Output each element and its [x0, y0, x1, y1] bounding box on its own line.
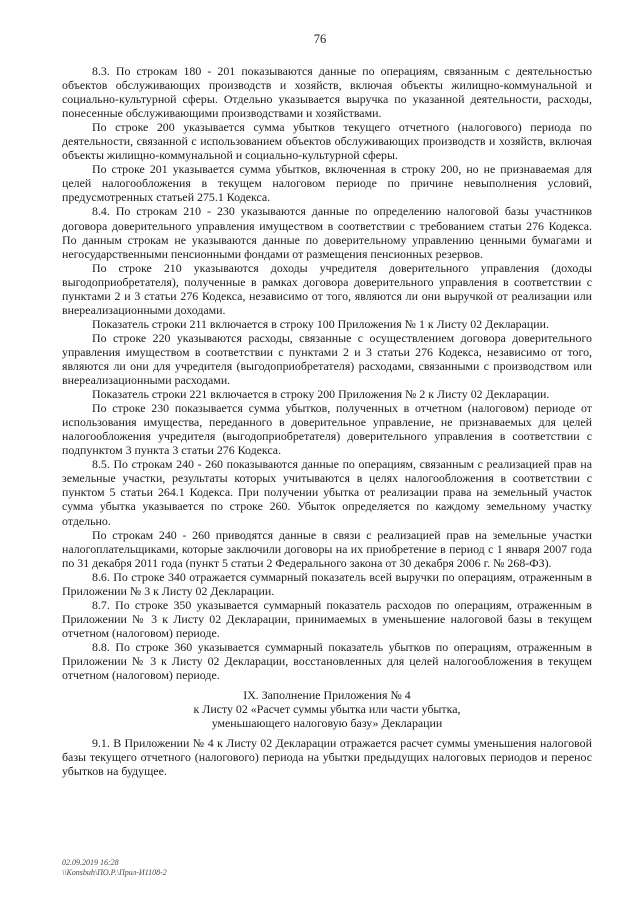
document-body: [62, 64, 592, 778]
page-number: 76: [313, 32, 327, 46]
paragraph-line-230: По строке 230 показывается сумма убытков, полученных в отчетном (налоговом) периоде от использования имущества, переданного в доверительное управление, не признаваемых для целей налогообложения учредителя (выгодоприобретателя) доверительного управления в соответствии с подпунктом 3 пункта 3 статьи 276 Кодекса.: [62, 401, 592, 458]
section-heading-line-1: IX. Заполнение Приложения № 4: [243, 688, 411, 703]
paragraph-line-221: Показатель строки 221 включается в строку 200 Приложения № 2 к Листу 02 Декларации.: [92, 387, 550, 402]
paragraph-8-3: 8.3. По строкам 180 - 201 показываются данные по операциям, связанным с деятельностью объектов обслуживающих производств и хозяйств, включая объекты жилищно-коммунальной и социально-культурной сферы. Отдельно указывается выручка по указанной деятельности, расходы, понесенные обслуживающими производствами и хозяйствами.: [62, 64, 592, 121]
paragraph-8-4: 8.4. По строкам 210 - 230 указываются данные по определению налоговой базы участников договора доверительного управления имуществом в соответствии с требованием статьи 276 Кодекса. По данным строкам не указываются данные по доверительному управлению ценными бумагами и негосударственными пенсионными фондами от размещения пенсионных резервов.: [62, 204, 592, 261]
paragraph-lines-240-260: По строкам 240 - 260 приводятся данные в связи с реализацией прав на земельные участки налогоплательщиками, которые заключили договоры на их приобретение в период с 1 января 2007 года по 31 декабря 2011 года (пункт 5 статьи 2 Федерального закона от 30 декабря 2006 г. № 268-ФЗ).: [62, 527, 592, 570]
paragraph-line-211: Показатель строки 211 включается в строку 100 Приложения № 1 к Листу 02 Декларации.: [92, 316, 549, 331]
paragraph-8-8: 8.8. По строке 360 указывается суммарный показатель убытков по операциям, отраженным в Приложении № 3 к Листу 02 Декларации, восстановленных для целей налогообложения в текущем отчетном (налоговом) периоде.: [62, 639, 592, 683]
paragraph-8-5: 8.5. По строкам 240 - 260 показываются данные по операциям, связанным с реализацией прав на земельные участки, результаты которых учитываются в целях налогообложения в соответствии с пунктом 5 статьи 264.1 Кодекса. При получении убытка от реализации права на земельный участок сумма убытка указывается по строке 260. Убыток определяется по каждому земельному участку отдельно.: [62, 457, 592, 528]
footer-path: \\Konsbuh\ПО.Р.\Прил-И1108-2: [62, 868, 167, 877]
paragraph-line-201: По строке 201 указывается сумма убытков, включенная в строку 200, но не признаваемая для целей налогообложения в текущем налоговом периоде по причине невыполнения условий, предусмотренных статьей 275.1 Кодекса.: [62, 162, 592, 205]
paragraph-line-200: По строке 200 указывается сумма убытков текущего отчетного (налогового) периода по деятельности, связанной с использованием объектов обслуживающих производств и хозяйств, включая объекты жилищно-коммунальной и социально-культурной сферы.: [62, 120, 592, 163]
document-footer: [62, 858, 167, 878]
footer-date: 02.09.2019 16:28: [62, 858, 119, 867]
section-heading-line-2: к Листу 02 «Расчет суммы убытка или части убытка,: [193, 702, 461, 717]
paragraph-line-220: По строке 220 указываются расходы, связанные с осуществлением договора доверительного управления имуществом в соответствии с пунктами 2 и 3 статьи 276 Кодекса, независимо от того, являются ли они для учредителя (выгодоприобретателя) расходами, связанными с производством или внереализационными расходами.: [62, 330, 592, 388]
paragraph-9-1: 9.1. В Приложении № 4 к Листу 02 Декларации отражается расчет суммы уменьшения налоговой базы текущего отчетного (налогового) периода на убытки предыдущих налоговых периодов и перенос убытков на будущее.: [62, 736, 592, 779]
paragraph-line-210: По строке 210 указываются доходы учредителя доверительного управления (доходы выгодоприобретателя), полученные в рамках договора доверительного управления в соответствии с пунктами 2 и 3 статьи 276 Кодекса, независимо от того, являются ли они выручкой от реализации или внереализационными доходами.: [62, 260, 592, 317]
paragraph-8-6: 8.6. По строке 340 отражается суммарный показатель всей выручки по операциям, отраженным в Приложении № 3 к Листу 02 Декларации.: [62, 569, 592, 598]
section-heading-line-3: уменьшающего налоговую базу» Декларации: [211, 716, 443, 731]
paragraph-8-7: 8.7. По строке 350 указывается суммарный показатель расходов по операциям, отраженным в Приложении № 3 к Листу 02 Декларации, принимаемых в уменьшение налоговой базы в текущем отчетном (налоговом) периоде.: [62, 597, 592, 640]
